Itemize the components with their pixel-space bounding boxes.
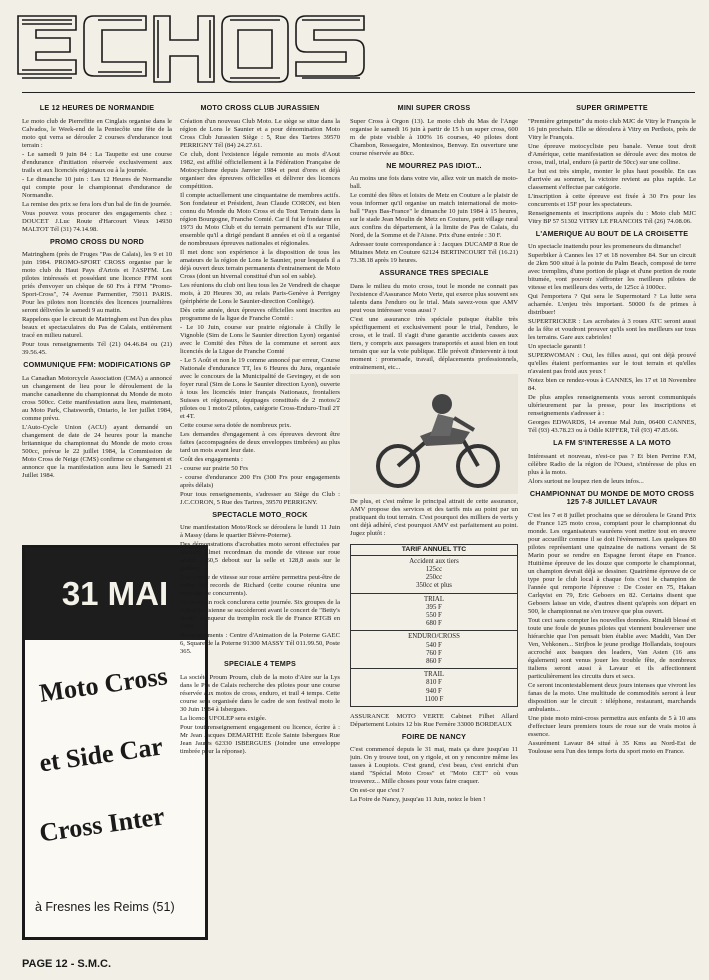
paragraph: Dès cette année, deux épreuves officielles sont inscrites au programme de la ligue de Franche Comté :	[180, 306, 340, 322]
paragraph: La licence UFOLEP sera exigée.	[180, 714, 267, 722]
headline-foire-nancy: FOIRE DE NANCY	[401, 731, 467, 741]
tarif-cell: 395 F	[426, 603, 442, 611]
paragraph: Il compte actuellement une cinquantaine de membres actifs. Son fondateur et Président, Jean Claude CORON, est bien connu du Monde du Moto Cross et du Tout Terrain dans la région Bourgogne, Franche Comté. Car il fut le fondateur en 1973 du Moto Club et du terrain permanent d'Is sur Tille, ensemble qu'il a dirigé pendant 8 années et où il a organisé de nombreuses épreuves nationales et régionales.	[180, 191, 340, 247]
paragraph: Les demandes d'engagement à ces épreuves devront être faites (accompagnées de deux enveloppes timbrées) au plus tard un mois avant leur date.	[180, 430, 340, 454]
tarif-cell: 350cc et plus	[416, 582, 452, 590]
paragraph: Rappelons que le circuit de Matringhem est l'un des plus beaux et spectaculaires du Pas de Calais, entièrement tracé en milieu naturel.	[22, 316, 172, 339]
tarif-heading: ENDURO/CROSS	[408, 633, 460, 641]
column-4	[528, 100, 696, 960]
tarif-cell: 250cc	[425, 574, 443, 582]
ad-line-2: et Side Car	[37, 731, 165, 778]
ad-place: à Fresnes les Reims (51)	[35, 900, 175, 914]
paragraph: Les réunions du club ont lieu tous les 2e Vendredi de chaque mois, à 20 Heures 30, au relais Paris-Genève à Perrigny (périphérie de Lons le Saunier-direction Conliège).	[180, 281, 340, 305]
paragraph: Un spectacle inattendu pour les promeneurs du dimanche!	[528, 243, 682, 250]
paragraph: L'Auto-Cycle Union (ACU) ayant demandé un changement de date de 24 heures pour la manche britannique du championnat du Monde de moto cross 500cc, prévue le 22 juillet 1984, la Commission de Moto Cross de Neige (CMS) confirme ce changement et annonce que la manifestation aura lieu le Samedi 21 Juillet 1984.	[22, 423, 172, 479]
paragraph: ASSURANCE MOTO VERTE Cabinet Filhet Allard Département Loisirs 12 bis Rue Fernère 33000 BORDEAUX	[350, 712, 518, 728]
headline-spectacle: SPECTACLE MOTO_ROCK	[212, 509, 308, 519]
tarif-cell: 760 F	[426, 649, 442, 657]
paragraph: Super Cross à Orgon (13). Le moto club du Mas de l'Ange organise le samedi 16 juin à partir de 15 h un super cross, 600 m de piste visible à 100% 16 courses, 40 pilotes dont Chambon, Ressegaire, Montesinos, Benvay. En ouverture une course réservée au 80cc.	[350, 117, 518, 157]
tarif-cell: 810 F	[426, 679, 442, 687]
paragraph: Au moins une fois dans votre vie, allez voir un match de moto-ball.	[350, 175, 518, 190]
paragraph: De plus amples renseignements vous seront communiqués ultérieurement par la presse, pour les inscriptions et renseignements s'adresser à :	[528, 394, 696, 417]
paragraph: Une manifestation Moto/Rock se déroulera le lundi 11 Juin à Massy (dans le quartier Bièvre-Poterne).	[180, 524, 340, 539]
paragraph: Le comité des fêtes et loisirs de Metz en Couture a le plaisir de vous informer qu'il organise un match international de moto-ball "Pays Bas-France" le dimanche 10 juin 1984 à 15 heures, sur le stade Jean Moulin de Metz en Couture, petit village rural aux confins du département, à la limite de Pas de Calais, du Nord, de la Somme et de l'Aisne. Prix d'une entrée : 30 F.	[350, 192, 518, 239]
paragraph: Vous pouvez vous procurer des engagements chez : DOUCET J.Luc Route d'Harcourt Vieux 14930 MALTOT Tél (31) 74.14.98.	[22, 209, 172, 233]
headline-championnat: CHAMPIONNAT DU MONDE DE MOTO CROSS 125 7-8 JUILLET LAVAUR	[529, 488, 695, 506]
column-2	[180, 100, 340, 960]
paragraph: La société Proum Proum, club de la moto d'Aire sur la Lys dans le Pas de Calais recherche des pilotes pour une course réservée aux motos de cross, enduro, et trail 4 temps. Cette course sera organisée dans le cadre de son festival moto le 30 Juin 1984 à Isbergues.	[180, 673, 340, 713]
paragraph: - course sur prairie 50 Frs	[180, 464, 248, 472]
paragraph: Une course de vitesse sur roue arrière permettra peut-être de battre les records de Richard (cette course réunira une trentaine de concurrents).	[180, 574, 340, 597]
headline-promo-cross: PROMO CROSS DU NORD	[49, 236, 145, 246]
paragraph: SUPERWOMAN : Oui, les filles aussi, qui ont déjà prouvé qu'elles étaient performantes sur le tout terrain et qu'elles n'avaient pas froid aux yeux !	[528, 352, 696, 375]
tarif-group-accident	[351, 556, 517, 594]
paragraph: On est-ce que c'est ?	[350, 787, 404, 795]
headline-ne-mourrez-pas: NE MOURREZ PAS IDIOT...	[386, 160, 482, 170]
tarif-cell: Accident aux tiers	[409, 557, 459, 565]
tarif-cell: 860 F	[426, 657, 442, 665]
tarif-cell: 680 F	[426, 620, 442, 628]
paragraph: Le moto club de Pierrefitte en Cinglais organise dans le Calvados, le Week-end de la Pentecôte une fête de la moto qui verra se dérouler 2 courses d'endurance tout terrain :	[22, 117, 172, 149]
tarif-cell: 125cc	[425, 565, 443, 573]
motocross-rider-photo	[350, 374, 518, 494]
paragraph: - Le 5 Août et non le 19 comme annoncé par erreur, Course Nationale d'endurance TT, les 6 Heures du Jura, organisée avec le concours de la Municipalité de Gevingey, et de son foyer rural (Sim de Lons le Saunier direction Lyon), ouverte à tous les licenciés inter français Nationaux, frontaliers Suisses et régionaux, équipages constitués de 2 motos/2 pilotes ou 1 moto/2 pilotes, catégorie Cross-Enduro-Trail 2T et 4T.	[180, 356, 340, 420]
paragraph: Qui l'emportera ? Qui sera le Supermotard ? La lutte sera acharnée. L'enjeu très important. 50000 fs de primes à distribuer!	[528, 293, 696, 316]
tarif-title: TARIF ANNUEL TTC	[351, 545, 517, 556]
paragraph: Matringhem (près de Fruges "Pas de Calais), les 9 et 10 juin 1984. PROMO-SPORT CROSS organise par le moto club du Haut Pays d'Artois et l'ASPFM. Les pilotes intéressés et possédant une licence FFM sont priés d'envoyer un chèque de 60 Frs à FFM "Promo-Sport-Cross", 74 Avenue Parmentier, 75011 PARIS. Pour les pilotes non licenciés des licences journalières seront délivrées le samedi 9 au matin.	[22, 251, 172, 314]
ad-date: 31 MAI	[25, 548, 205, 640]
paragraph: SUPERTRICKER : Les acrobates à 3 roues ATC seront aussi de la fête et voudront prouver qu'ils sont les meilleurs sur tous les terrains. Gare aux cabrioles!	[528, 318, 696, 341]
tarif-group-trial	[351, 594, 517, 632]
paragraph: C'est commencé depuis le 31 mai, mais ça dure jusqu'au 11 juin. On y trouve tout, on y rigole, et on y rencontre même les tasses à Loupiots. C'est grand, c'est beau, c'est enrichi d'un stand "Spécial Moto Cross" et "Moto CET" où vous trouverez... Mille choses pour vous faire craquer.	[350, 746, 518, 786]
paragraph: Intéressant et nouveau, n'est-ce pas ? Et bien Perrine F.M, célèbre Radio de la région de l'Ouest, s'intéresse de plus en plus à la moto.	[528, 452, 696, 476]
ad-line-3: Cross Inter	[37, 801, 167, 848]
paragraph: Notez bien ce rendez-vous à CANNES, les 17 et 18 Novembre 84.	[528, 377, 696, 392]
headline-assurance: ASSURANCE TRES SPECIALE	[379, 268, 489, 277]
headline-moto-cross-club: MOTO CROSS CLUB JURASSIEN	[200, 103, 320, 112]
tarif-group-trail	[351, 669, 517, 706]
paragraph: La remise des prix se fera lors d'un bal de fin de journée.	[22, 200, 172, 208]
paragraph: - Le 10 Juin, course sur prairie régionale à Chilly le Vignoble (Sim de Lons le Saunier direction Lyon) organisé avec le Comité des Fêtes de la commune et seront aux licenciés de la Ligue de Franche Comté	[180, 323, 340, 355]
paragraph: Un tremplin rock conclurera cette journée. Six groupes de la région parisienne se succèderont avant le concert de "Betty's Boob" vainqueur du tremplin rock Ile de France RTGB en 1983.	[180, 599, 340, 630]
paragraph: - course d'endurance 200 Frs (300 Frs pour engagements après délais)	[180, 473, 340, 489]
tarif-group-enduro	[351, 631, 517, 669]
page-footer: PAGE 12 - S.M.C.	[22, 958, 112, 970]
headline-super-grimpette: SUPER GRIMPETTE	[576, 103, 648, 112]
paragraph: Adresser toute correspondance à : Jacques DUCAMP 8 Rue de Mitaines Metz en Couture 62124 BERTINCOURT Tél (16.21) 73.38.18 après 19 heures.	[350, 241, 518, 264]
paragraph: Ce seront incontestablement deux jours intenses que vivront les fanas de la moto. Une multitude de commodités seront à leur disposition sur le circuit : téléphone, restaurant, marchands ambulants...	[528, 681, 696, 713]
paragraph: Des démonstrations d'acrobaties moto seront effectuées par Richard Almet recordman du monde de vitesse sur roue arrière (160,5 debout sur la selle et 128,8 assis sur le guidon).	[180, 541, 340, 572]
headline-communique-ffm: COMMUNIQUE FFM: MODIFICATIONS GP	[23, 360, 171, 369]
paragraph: Pour tout renseignement engagement ou licence, écrire à : Mr Jean Jacques DEMARTHE Ecole Sainte Isbergues Rue Jean Jaurès 62330 ISBERGUES (Joindre une enveloppe timbrée pour la réponse).	[180, 723, 340, 755]
column-3	[350, 100, 518, 960]
headline-fm: LA FM S'INTERESSE A LA MOTO	[553, 438, 671, 447]
paragraph: Dans le milieu du moto cross, tout le monde ne connait pas l'existence d'Assurance Moto Verte, qui exerce plus souvent ses talents dans l'enduro ou le trial. Mais savez-vous que AMV peut vous intéresser vous aussi ?	[350, 282, 518, 314]
paragraph: Il met donc son expérience à la disposition de tous les amateurs de la région de Lons le Saunier, pour lesquels il a déjà ouvert deux terrain permanents d'entrainement de Moto Cross (dont un hivernal constitué d'un sol en sable).	[180, 248, 340, 280]
headline-mini-super-cross: MINI SUPER CROSS	[397, 103, 471, 112]
paragraph: Assurément Lavaur 84 situé à 35 Kms au Nord-Est de Toulouse sera l'un des temps forts du sport moto en France.	[528, 739, 696, 755]
paragraph: Cette course sera dotée de nombreux prix.	[180, 421, 292, 429]
tarif-cell: 1100 F	[424, 695, 444, 703]
paragraph: Renseignements et inscriptions auprès du : Moto club MJC Vitry BP 57 51302 VITRY LE FRANCOIS Tél (26) 74.08.06.	[528, 209, 696, 225]
paragraph: "Première grimpette" du moto club MJC de Vitry le François le 16 juin prochain. Elle se déroulera à Vitry en Perthois, près de Vitry le François.	[528, 117, 696, 141]
paragraph: Une piste moto mini-cross permettra aux enfants de 5 à 10 ans d'effectuer leurs premiers tours de roue sur de vrais motos à essence.	[528, 714, 696, 738]
paragraph: Coût des engagements :	[180, 455, 243, 463]
headline-speciale-4-temps: SPECIALE 4 TEMPS	[224, 659, 296, 668]
tarif-heading: TRIAL	[423, 595, 444, 603]
tarif-heading: TRAIL	[423, 671, 444, 679]
column-1	[22, 100, 172, 540]
paragraph: Georges EDWARDS, 14 avenue Mal Juin, 06400 CANNES, Tél (93) 43.78.23 ou à Odile KIFFER, Tél (93) 47.85.66.	[528, 419, 696, 434]
tarif-cell: 540 F	[426, 641, 442, 649]
paragraph: De plus, et c'est même le principal attrait de cette assurance, AMV propose des services et des tarifs mis au point par un pratiquant du tout terrain. C'est pourquoi des milliers de verts y ont déjà adhéré, c'est pourquoi AMV est parfaitement au point. Jugez plutôt :	[350, 497, 518, 537]
paragraph: Ce club, dont l'existence légale remonte au mois d'Aout 1982, est affilié officiellement à la Fédération Française de Motocyclisme depuis Janvier 1984 et peut d'ores et déjà organiser des épreuves officielles et délivrer des licences compétition.	[180, 150, 340, 190]
tarif-table	[350, 544, 518, 707]
paragraph: C'est une assurance très spéciale puisque établie très spécifiquement et exclusivement pour le trial, l'enduro, le cross, et le trail. Il s'agit d'une garantie accidents casses aux tiers, y compris aux passagers transportés et aussi bien en tout terrain que sur la voie publique. Elle prévoit d'intervenir à tout moment : promenade, travail, déplacements professionnels, entrainement, etc...	[350, 315, 518, 371]
paragraph: La Foire de Nancy, jusqu'au 11 Juin, notez le bien !	[350, 796, 486, 804]
paragraph: Superbiker à Cannes les 17 et 18 novembre 84. Sur un circuit de 2km 500 situé à la pointe du Palm Beach, composé de terre avec tremplins, d'une portion de plage et d'une portion de route bitumée, vont pouvoir s'affronter les meilleurs pilotes de vitesse et les meilleurs des verts, de 125cc à 1000cc.	[528, 252, 696, 291]
paragraph: Une épreuve motocycliste peu banale. Venue tout droit d'Amérique, cette manifestation se déroule avec des motos de cross, trail, trial, enduro (à partir de 50cc) sur une colline.	[528, 142, 696, 166]
tarif-cell: 940 F	[426, 687, 442, 695]
paragraph: La Canadian Motorcycle Association (CMA) a annoncé un changement de lieu pour le déroulement de la manche canadienne du championnat du Monde de moto cross 500cc. Cette manifestation aura lieu, maintenant, au Moto Park, Chatsworth, Ontario, le 1er juillet 1984, comme prévu.	[22, 374, 172, 422]
paragraph: - Le samedi 9 juin 84 : La Taupette est une course d'endurance d'initiation réservée exclusivement aux trails et aux licenciés régionaux ou à la journée.	[22, 150, 172, 174]
ad-line-1: Moto Cross	[37, 661, 170, 708]
paragraph: Alors surtout ne loupez rien de leurs infos...	[528, 477, 644, 485]
headline-12-heures: LE 12 HEURES DE NORMANDIE	[39, 103, 155, 112]
paragraph: Un spectacle garanti !	[528, 343, 586, 350]
paragraph: - Le dimanche 10 juin : Les 12 Heures de Normandie qui compte pour le championnat d'endurance de Normandie.	[22, 175, 172, 199]
paragraph: Création d'un nouveau Club Moto. Le siège se situe dans la région de Lons le Saunier et a pour dénomination Moto Cross Club Jurassien Siège : 5, Rue des Tartres 39570 PERRIGNY Tél (84) 24.27.61.	[180, 117, 340, 149]
paragraph: Pour tous renseignements, s'adresser au Siège du Club : J.C.CORON, 5 Rue des Tartres, 39570 PERRIGNY.	[180, 490, 340, 506]
paragraph: Le but est très simple, monter le plus haut possible. En cas d'arrivée au sommet, la victoire revient au plus rapide. Le classement s'effectue par catégorie.	[528, 167, 696, 191]
paragraph: L'inscription à cette épreuve est fixée à 30 Frs pour les concurrents et 15F pour les spectateurs.	[528, 192, 696, 208]
headline-amerique: L'AMERIQUE AU BOUT DE LA CROISETTE	[535, 228, 689, 238]
header-rule	[22, 92, 695, 93]
tarif-cell: 550 F	[426, 611, 442, 619]
paragraph: Tout ceci sans compter les nouvelles données. Rinaldi blessé et toute une foule de jeunes pilotes qui viennent bouleverser une hiérarchie que l'on pensait bien établie avec Maddii, Van Der Ven, Vehkonen... Strijbos le jeune prodige Hollandais, toujours accroché aux basques des leaders, Van Asten (16 ans également) sont venus jouer les trouble fête, de nombreux italiens seront aussi à Lavaur et ils affectionnent particulièrement les circuits durs et secs.	[528, 616, 696, 680]
paragraph: Pour tous renseignements Tél (21) 04.46.84 ou (21) 39.56.45.	[22, 341, 172, 356]
echos-logo	[14, 10, 374, 88]
paragraph: C'est les 7 et 8 juillet prochains que se déroulera le Grand Prix de France 125 moto cross, comptant pour le championnat du monde. Les organisateurs vauréens vont mettre tout en œuvre pour accueillir comme il se doit l'évènement. Les quelques 80 pilotes représentant une quinzaine de nations venant de St Marin pour se rendre en Espagne feront étape en France. Huitième épreuve de les douze que comporte le championnat, un champion devrait déjà se dessiner. Quatrième épreuve de ce type pour le club local à chaque fois c'est le champion de l'année qui remporte l'épreuve : De Coster en 75, Hakan Carlqvist en 79, Eric Geboers en 82. Certains disent que Geboers laisse un vide, d'autres disent qu'après son départ en 500, le championnat ne s'en trouve que plus ouvert.	[528, 511, 696, 615]
paragraph: Renseignements : Centre d'Animation de la Poterne GAEC 6, Square de la Poterne 91300 MASSY Tél 011.99.50, Poste 365.	[180, 632, 340, 655]
